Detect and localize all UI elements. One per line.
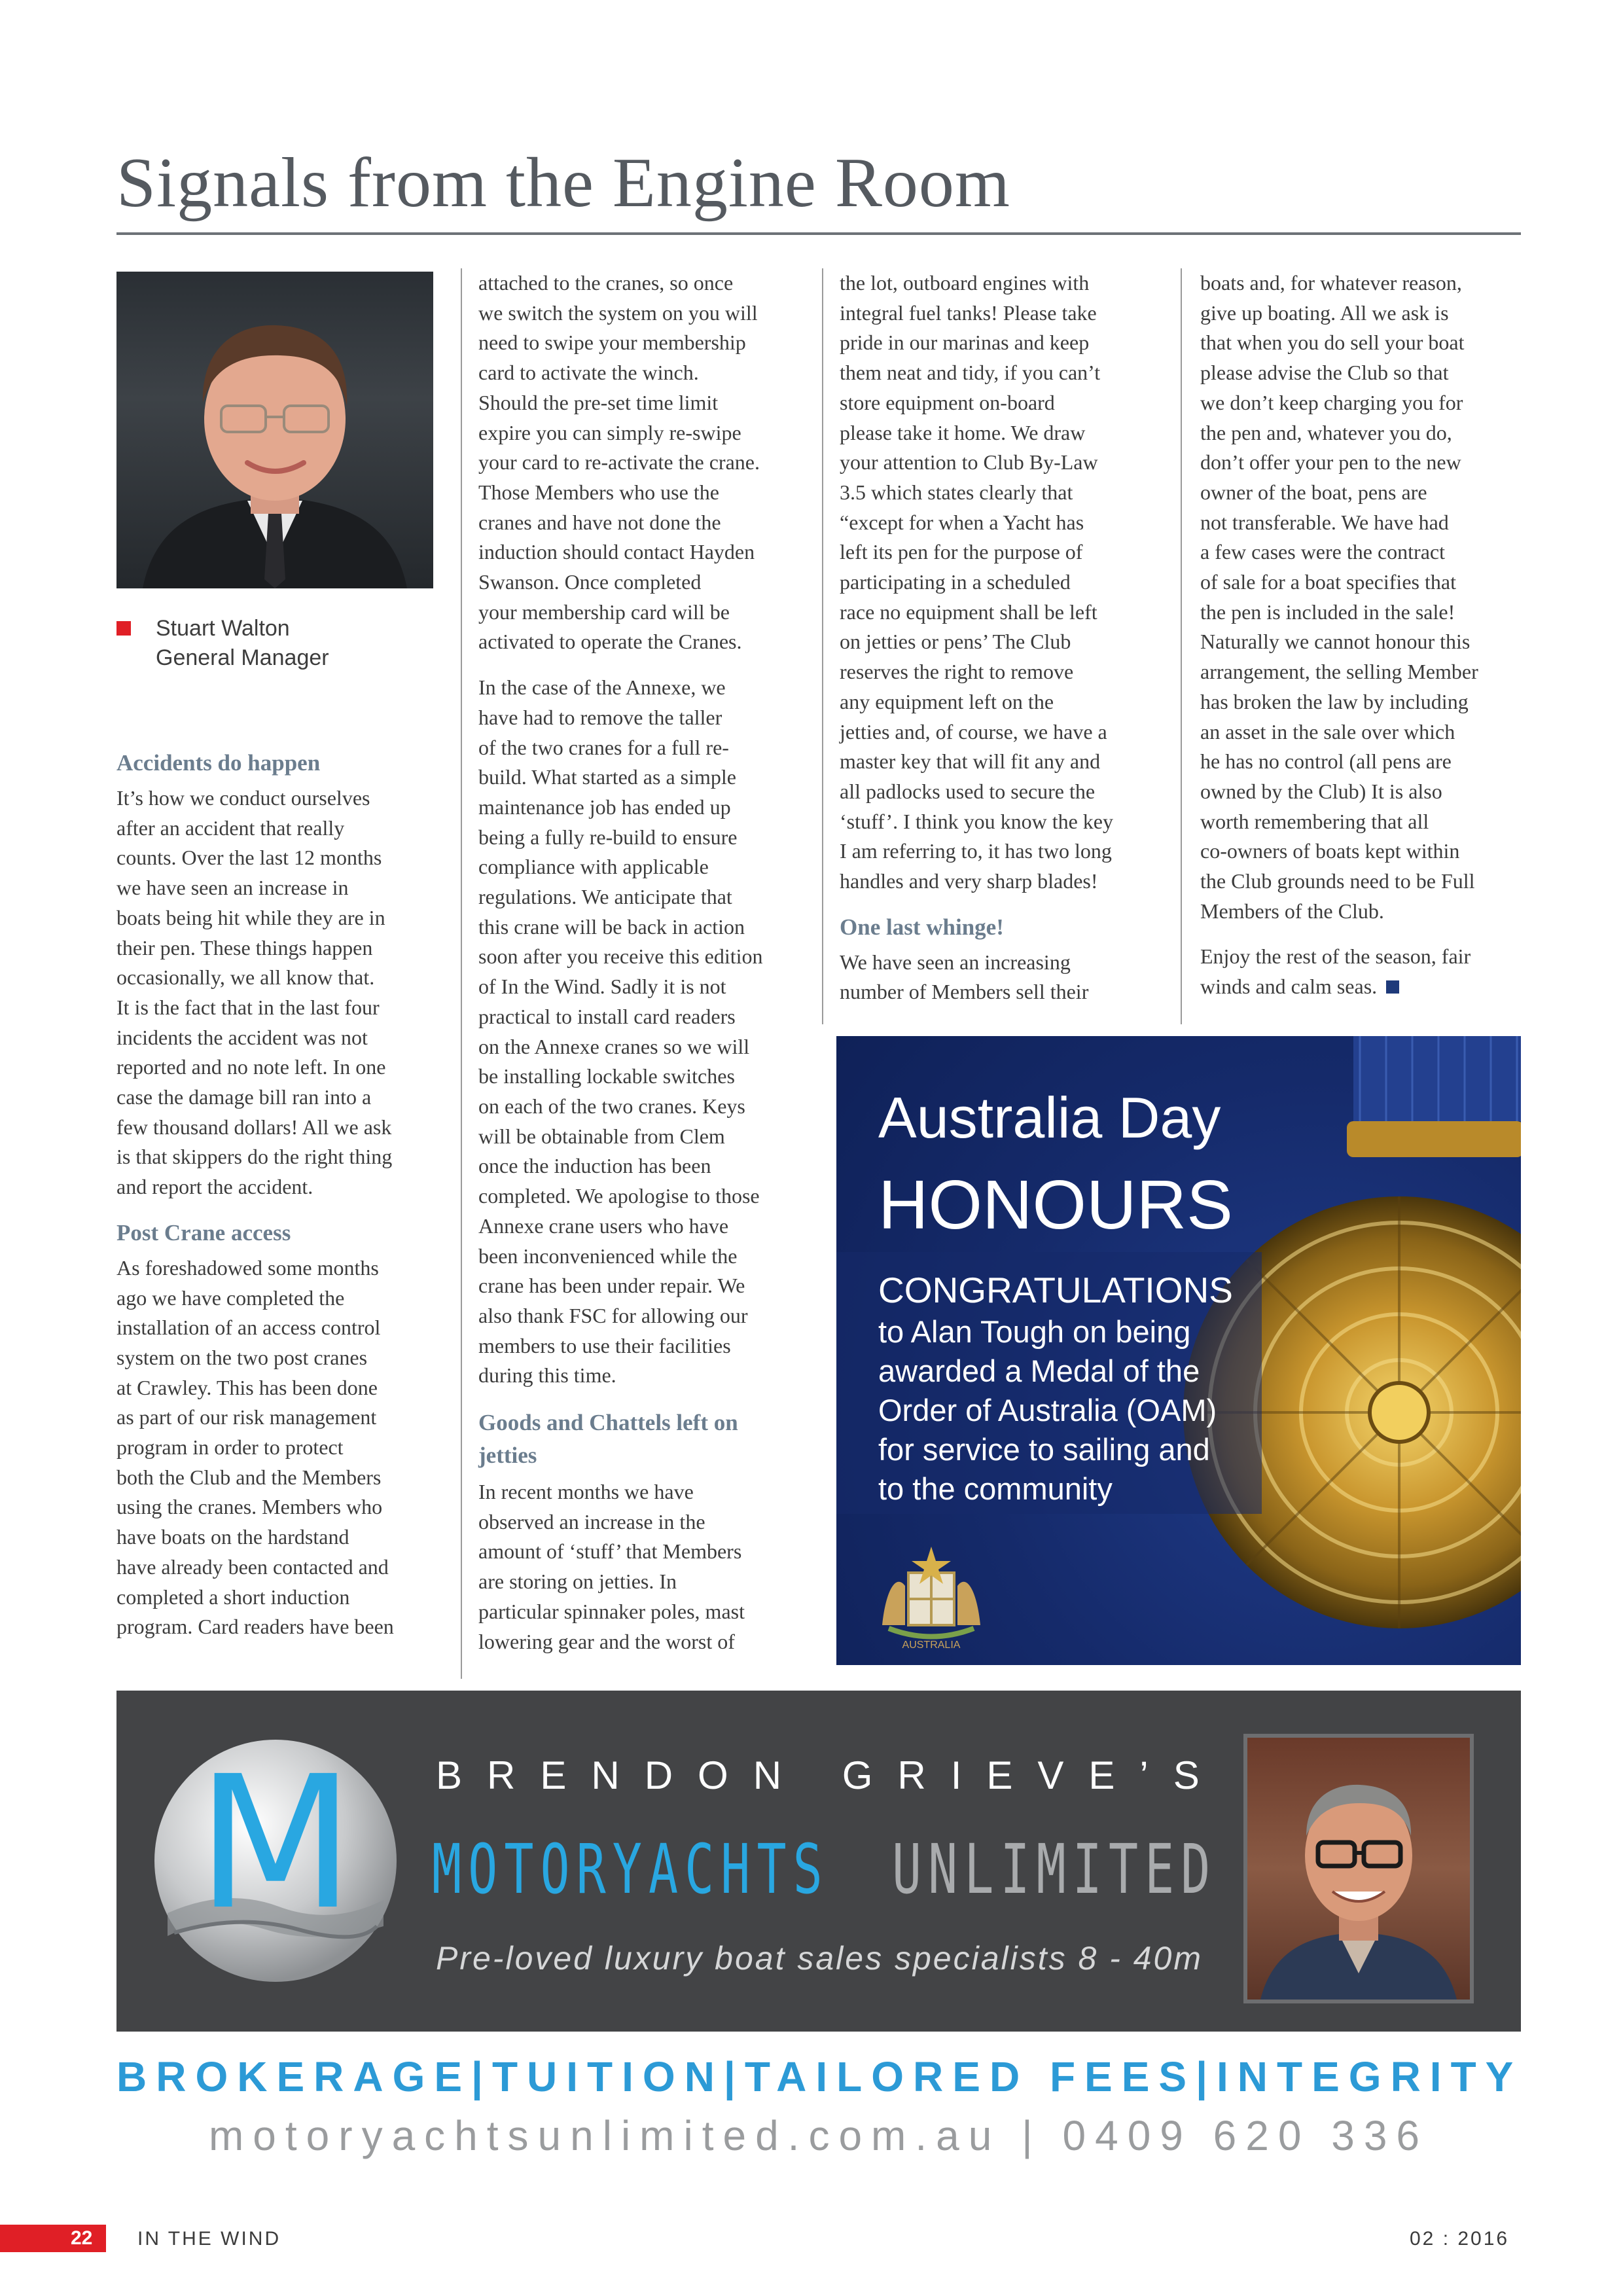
logo-letter: M xyxy=(196,1737,355,1950)
ad-portrait-illustration xyxy=(1247,1738,1470,2000)
issue-number: 02 : 2016 xyxy=(1410,2228,1510,2250)
ad-brand-owner: BRENDON GRIEVE’S xyxy=(436,1753,1224,1797)
title-divider xyxy=(116,232,1521,235)
body-paragraph: We have seen an increasing number of Members sell their xyxy=(840,950,1089,1004)
honours-line-1: Australia Day xyxy=(878,1085,1221,1150)
portrait-photo xyxy=(116,272,433,588)
column-4 xyxy=(1200,268,1527,1002)
body-paragraph: boats and, for whatever reason, give up boating. All we ask is that when you do sell your boat please advise the Club so that we don’t keep charging you for the pen and, whatever you do, don’t offer your pen to the new owner of the boat, pens are not transferable. We have had a few cases were the contract of sale for a boat specifies that the pen is included in the sale! Naturally we cannot honour this arrangement, the selling Member has broken the law by including an asset in the sale over which he has no control (all pens are owned by the Club) It is also worth remembering that all co-owners of boats kept within the Club grounds need to be Full Members of the Club. xyxy=(1200,271,1478,923)
honours-line-2: HONOURS xyxy=(878,1166,1233,1244)
section-heading: Post Crane access xyxy=(116,1219,291,1246)
ad-portrait-photo xyxy=(1243,1734,1474,2003)
crest-motto: AUSTRALIA xyxy=(902,1640,961,1651)
caption-marker-icon xyxy=(116,621,131,636)
column-1 xyxy=(116,747,444,1642)
body-paragraph: In the case of the Annexe, we have had to remove the taller of the two cranes for a full re- build. What started as a simple maintenance job has ended up being a fully re-build to ensure compliance with applicable regulations. We anticipate that this crane will be back in action soon after you receive this edition of In the Wind. Sadly it is not practical to install card readers on the Annexe cranes so we will be installing lockable switches on each of the two cranes. Keys will be obtainable from Clem once the induction has been completed. We apologise to those Annexe crane users who have been inconvenienced while the crane has been under repair. We also thank FSC for allowing our members to use their facilities during this time. xyxy=(478,675,763,1388)
honours-congratulations: CONGRATULATIONS xyxy=(878,1270,1233,1310)
body-paragraph: It’s how we conduct ourselves after an accident that really counts. Over the last 12 months we have seen an increase in boats being hit while they are in their pen. These things happen occasionally, we all know that. It is the fact that in the last four incidents the accident was not reported and no note left. In one case the damage bill ran into a few thousand dollars! All we ask is that skippers do the right thing and report the accident. xyxy=(116,786,393,1199)
ad-brand-word-1: MOTORYACHTS xyxy=(432,1829,829,1909)
caption-role: General Manager xyxy=(156,645,329,670)
column-divider xyxy=(1181,268,1182,1024)
portrait-illustration xyxy=(116,272,433,588)
contact-line: motoryachtsunlimited.com.au | 0409 620 336 xyxy=(208,2112,1429,2159)
column-divider xyxy=(822,268,823,1024)
caption-name: Stuart Walton xyxy=(156,616,290,641)
column-divider xyxy=(461,268,462,1679)
body-paragraph: In recent months we have observed an increase in the amount of ‘stuff’ that Members are storing on jetties. In particular spinnaker poles, mast lowering gear and the worst of xyxy=(478,1480,745,1653)
end-mark-icon xyxy=(1386,980,1399,994)
section-heading: Goods and Chattels left on jetties xyxy=(478,1410,738,1469)
body-paragraph: the lot, outboard engines with integral fuel tanks! Please take pride in our marinas and keep them neat and tidy, if you can’t store equipment on-board please take it home. We draw your attention to Club By-Law 3.5 which states clearly that “except for when a Yacht has left its pen for the purpose of participating in a scheduled race no equipment shall be left on jetties or pens’ The Club reserves the right to remove any equipment left on the jetties and, of course, we have a master key that will fit any and all padlocks used to secure the ‘stuff’. I think you know the key I am referring to, it has two long handles and very sharp blades! xyxy=(840,271,1113,893)
services-line: BROKERAGE|TUITION|TAILORED FEES|INTEGRITY xyxy=(116,2053,1523,2100)
ad-tagline: Pre-loved luxury boat sales specialists 8 - 40m xyxy=(436,1940,1204,1977)
column-3 xyxy=(840,268,1180,1007)
section-heading: One last whinge! xyxy=(840,914,1004,940)
motoryachts-ad xyxy=(116,1691,1521,2032)
body-paragraph: As foreshadowed some months ago we have completed the installation of an access control system on the two post cranes at Crawley. This has been done as part of our risk management program in order to protect both the Club and the Members using the cranes. Members who have boats on the hardstand have already been contacted and completed a short induction program. Card readers have been xyxy=(116,1255,394,1639)
column-2 xyxy=(478,268,819,1657)
motoryachts-logo-icon xyxy=(148,1730,403,1992)
publication-name: IN THE WIND xyxy=(137,2228,281,2250)
page-number: 22 xyxy=(71,2227,93,2249)
section-heading: Accidents do happen xyxy=(116,750,321,776)
page-title: Signals from the Engine Room xyxy=(116,144,1010,222)
australia-day-honours-ad xyxy=(836,1036,1521,1665)
honours-body: to Alan Tough on being awarded a Medal of the Order of Australia (OAM) for service to sailing and to the community xyxy=(878,1314,1217,1506)
closing-paragraph xyxy=(1200,942,1527,1001)
closing-text: Enjoy the rest of the season, fair winds and calm seas. xyxy=(1200,944,1471,999)
body-paragraph: attached to the cranes, so once we switch the system on you will need to swipe your membership card to activate the winch. Should the pre-set time limit expire you can simply re-swipe your card to re-activate the crane. Those Members who use the cranes and have not done the induction should contact Hayden Swanson. Once completed your membership card will be activated to operate the Cranes. xyxy=(478,271,760,654)
ad-brand-word-2: UNLIMITED xyxy=(892,1829,1217,1909)
